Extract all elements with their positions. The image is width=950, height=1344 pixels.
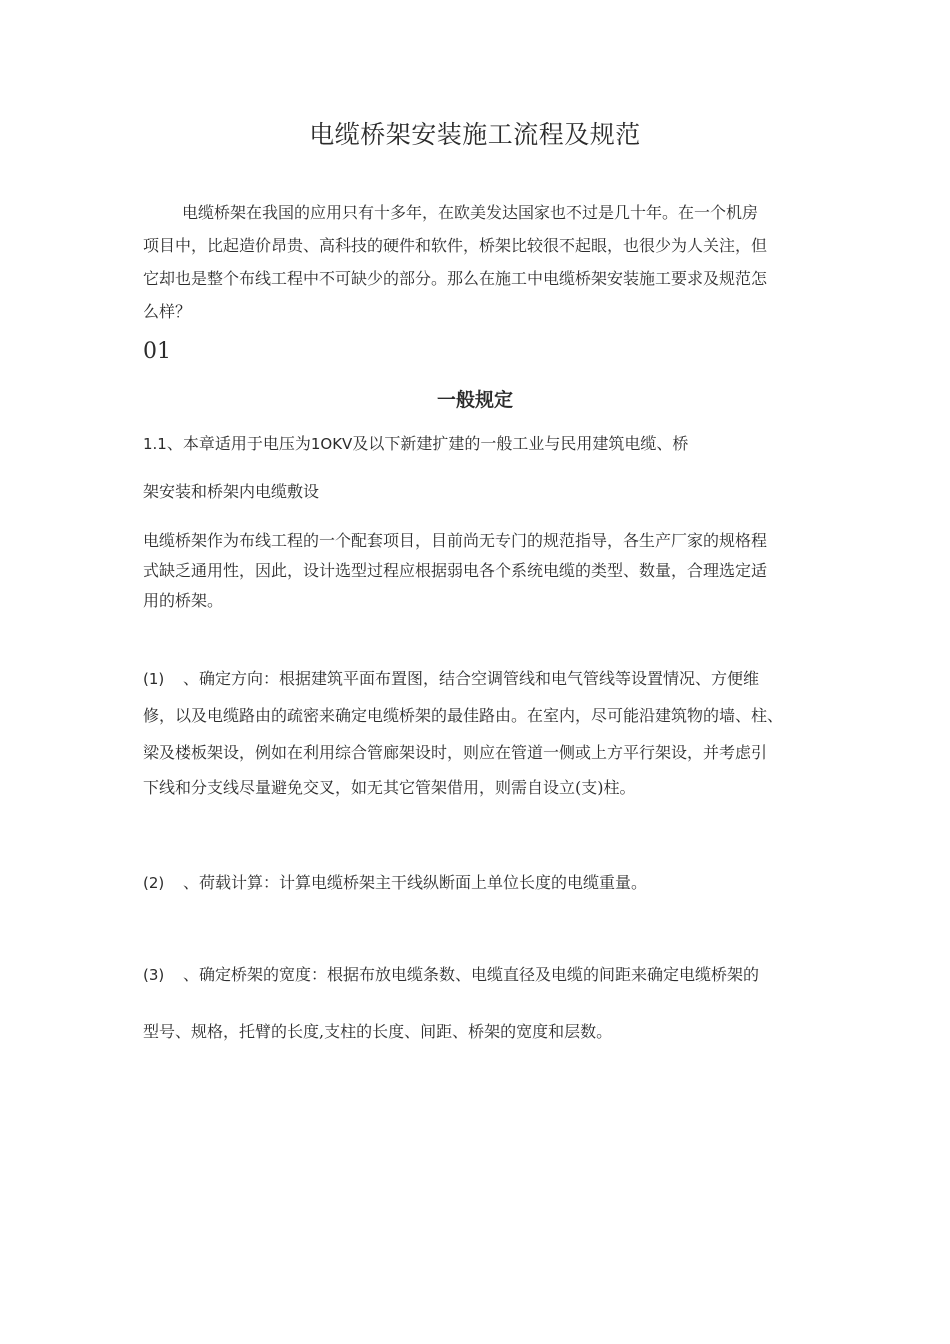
item-line: 修，以及电缆路由的疏密来确定电缆桥架的最佳路由。在室内，尽可能沿建筑物的墙、柱、 <box>143 706 784 725</box>
item-line <box>143 963 759 987</box>
item-number: (2) <box>143 874 165 892</box>
item-text: 、确定桥架的宽度：根据布放电缆条数、电缆直径及电缆的间距来确定电缆桥架的 <box>183 965 760 984</box>
item-number: (3) <box>143 966 165 984</box>
clause-text: 及以下新建扩建的一般工业与民用建筑电缆、桥 <box>352 434 689 453</box>
paragraph-line: 用的桥架。 <box>143 591 224 610</box>
item-text: 、确定方向：根据建筑平面布置图，结合空调管线和电气管线等设置情况、方便维 <box>183 669 760 688</box>
item-line: 型号、规格，托臂的长度,支柱的长度、间距、桥架的宽度和层数。 <box>143 1022 613 1041</box>
paragraph-line: 式缺乏通用性，因此，设计选型过程应根据弱电各个系统电缆的类型、数量，合理选定适 <box>143 561 768 580</box>
clause-line <box>143 432 688 456</box>
item-line <box>143 871 647 895</box>
section-number: 01 <box>143 339 171 364</box>
item-line: 梁及楼板架设，例如在利用综合管廊架设时，则应在管道一侧或上方平行架设，并考虑引 <box>143 743 768 762</box>
intro-line: 电缆桥架在我国的应用只有十多年，在欧美发达国家也不过是几十年。在一个机房 <box>182 203 759 222</box>
intro-line: 么样？ <box>143 302 192 321</box>
clause-line: 架安装和桥架内电缆敷设 <box>143 482 320 501</box>
item-line: 下线和分支线尽量避免交叉，如无其它管架借用，则需自设立(支)柱。 <box>143 778 636 797</box>
clause-text: 、本章适用于电压为 <box>166 434 311 453</box>
paragraph-line: 电缆桥架作为布线工程的一个配套项目，目前尚无专门的规范指导，各生产厂家的规格程 <box>143 531 768 550</box>
intro-line: 项目中，比起造价昂贵、高科技的硬件和软件，桥架比较很不起眼，也很少为人关注，但 <box>143 236 768 255</box>
clause-voltage: 1OKV <box>310 435 353 453</box>
document-title: 电缆桥架安装施工流程及规范 <box>309 120 641 149</box>
item-text: 、荷载计算：计算电缆桥架主干线纵断面上单位长度的电缆重量。 <box>183 873 648 892</box>
item-number: (1) <box>143 670 165 688</box>
clause-number: 1.1 <box>143 435 167 453</box>
intro-line: 它却也是整个布线工程中不可缺少的部分。那么在施工中电缆桥架安装施工要求及规范怎 <box>143 269 768 288</box>
section-heading: 一般规定 <box>436 389 513 411</box>
item-line <box>143 667 759 691</box>
